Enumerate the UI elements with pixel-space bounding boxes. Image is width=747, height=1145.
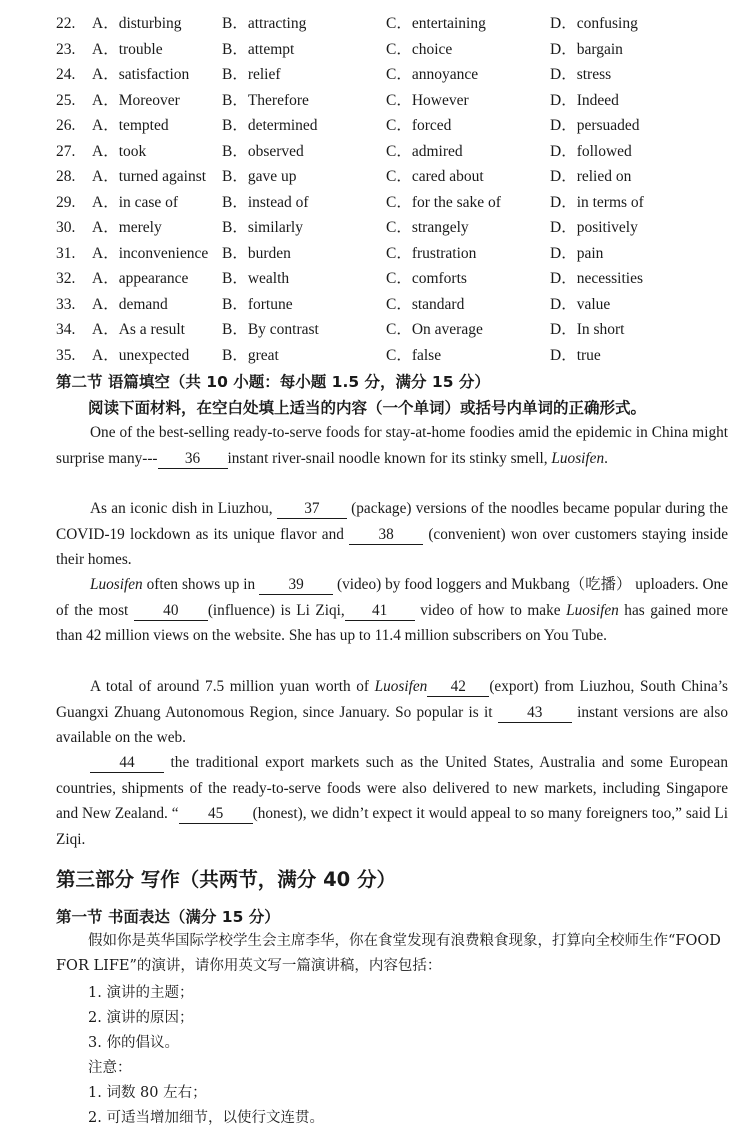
option-c[interactable]: C．for the sake of	[386, 193, 501, 211]
option-d[interactable]: D．in terms of	[550, 193, 644, 211]
writing-prompt: 假如你是英华国际学校学生会主席李华，你在食堂发现有浪费粮食现象，打算向全校师生作“FOOD FOR LIFE”的演讲，请你用英文写一篇演讲稿，内容包括：	[56, 933, 721, 974]
option-d[interactable]: D．relied on	[550, 168, 632, 185]
option-b[interactable]: B．By contrast	[222, 321, 319, 338]
blank-39[interactable]: 39	[259, 576, 333, 595]
option-d[interactable]: D．confusing	[550, 15, 638, 32]
option-b[interactable]: B．burden	[222, 244, 291, 262]
section1-title: 第一节 书面表达（满分 15 分）	[56, 908, 280, 926]
option-a[interactable]: A．merely	[92, 219, 162, 236]
option-c[interactable]: C．On average	[386, 321, 483, 338]
option-d[interactable]: D．necessities	[550, 270, 643, 287]
option-d[interactable]: D．positively	[550, 219, 638, 236]
blank-38[interactable]: 38	[349, 526, 423, 545]
question-number: 23.	[56, 40, 76, 58]
option-a[interactable]: A．unexpected	[92, 346, 190, 364]
option-b[interactable]: B．similarly	[222, 219, 303, 236]
option-c[interactable]: C．cared about	[386, 168, 484, 185]
section2-title: 第二节 语篇填空（共 10 小题：每小题 1.5 分，满分 15 分）	[56, 373, 490, 391]
option-a[interactable]: A．tempted	[92, 117, 169, 134]
question-number: 27.	[56, 142, 76, 160]
blank-44[interactable]: 44	[90, 754, 164, 773]
option-b[interactable]: B．Therefore	[222, 91, 309, 109]
option-b[interactable]: B．attempt	[222, 40, 295, 58]
option-c[interactable]: C．comforts	[386, 270, 467, 287]
question-number: 32.	[56, 270, 76, 287]
option-c[interactable]: C．entertaining	[386, 15, 486, 32]
option-c[interactable]: C．false	[386, 346, 442, 364]
option-d[interactable]: D．value	[550, 295, 611, 313]
blank-41[interactable]: 41	[345, 602, 415, 621]
option-b[interactable]: B．relief	[222, 66, 281, 83]
blank-45[interactable]: 45	[179, 805, 253, 824]
option-c[interactable]: C．strangely	[386, 219, 469, 236]
option-a[interactable]: A．trouble	[92, 40, 163, 58]
note-label: 注意：	[88, 1060, 132, 1076]
option-d[interactable]: D．In short	[550, 321, 625, 338]
question-number: 26.	[56, 117, 76, 134]
note-point-2: 2. 可适当增加细节，以使行文连贯。	[88, 1110, 324, 1126]
question-number: 25.	[56, 91, 76, 109]
question-number: 30.	[56, 219, 76, 236]
option-a[interactable]: A．demand	[92, 295, 168, 313]
option-a[interactable]: A．turned against	[92, 168, 207, 185]
blank-37[interactable]: 37	[277, 500, 347, 519]
option-b[interactable]: B．great	[222, 346, 279, 364]
option-d[interactable]: D．Indeed	[550, 91, 619, 109]
option-a[interactable]: A．satisfaction	[92, 66, 190, 83]
option-d[interactable]: D．bargain	[550, 40, 623, 58]
question-number: 35.	[56, 346, 76, 364]
passage-paragraph-1: One of the best-selling ready-to-serve foods for stay-at-home foodies amid the epidemic in China might surprise many--- 36 instant river-snail noodle known for its stinky smell, Luosifen.	[56, 424, 728, 467]
prompt-point-2: 2. 演讲的原因；	[88, 1010, 194, 1026]
note-point-1: 1. 词数 80 左右；	[88, 1085, 207, 1101]
option-a[interactable]: A．Moreover	[92, 91, 180, 109]
option-a[interactable]: A．in case of	[92, 193, 179, 211]
prompt-point-1: 1. 演讲的主题；	[88, 985, 194, 1001]
option-b[interactable]: B．fortune	[222, 295, 293, 313]
option-b[interactable]: B．determined	[222, 117, 318, 134]
option-c[interactable]: C．forced	[386, 117, 452, 134]
blank-36[interactable]: 36	[158, 450, 228, 469]
question-number: 34.	[56, 321, 76, 338]
passage-paragraph-5: 44 the traditional export markets such as the United States, Australia and some European countries, shipments of the ready-to-serve foods were also delivered to new markets, including Singapore and New Zealand. “ 45 (honest), we didn’t expect it would appeal to so many foreigners too,” said Li Ziqi.	[56, 754, 728, 848]
option-a[interactable]: A．took	[92, 142, 147, 160]
passage-paragraph-2: As an iconic dish in Liuzhou, 37 (package) versions of the noodles became popular during the COVID-19 lockdown as its unique flavor and 38 (convenient) won over customers staying inside their homes.	[56, 500, 728, 568]
option-c[interactable]: C．However	[386, 91, 469, 109]
option-d[interactable]: D．pain	[550, 244, 604, 262]
blank-43[interactable]: 43	[498, 704, 572, 723]
question-number: 28.	[56, 168, 76, 185]
option-d[interactable]: D．true	[550, 346, 601, 364]
option-c[interactable]: C．choice	[386, 40, 453, 58]
option-b[interactable]: B．observed	[222, 142, 304, 160]
option-d[interactable]: D．stress	[550, 66, 612, 83]
option-a[interactable]: A．inconvenience	[92, 244, 209, 262]
option-b[interactable]: B．instead of	[222, 193, 309, 211]
option-a[interactable]: A．As a result	[92, 321, 185, 338]
option-b[interactable]: B．attracting	[222, 15, 307, 32]
question-number: 22.	[56, 15, 76, 32]
option-a[interactable]: A．appearance	[92, 270, 189, 287]
option-c[interactable]: C．standard	[386, 295, 465, 313]
question-number: 24.	[56, 66, 76, 83]
option-c[interactable]: C．annoyance	[386, 66, 479, 83]
option-a[interactable]: A．disturbing	[92, 15, 182, 32]
blank-40[interactable]: 40	[134, 602, 208, 621]
option-c[interactable]: C．frustration	[386, 244, 477, 262]
option-b[interactable]: B．wealth	[222, 270, 290, 287]
option-d[interactable]: D．persuaded	[550, 117, 640, 134]
option-b[interactable]: B．gave up	[222, 168, 297, 185]
section2-instruction: 阅读下面材料，在空白处填上适当的内容（一个单词）或括号内单词的正确形式。	[88, 399, 647, 417]
prompt-point-3: 3. 你的倡议。	[88, 1035, 179, 1051]
blank-42[interactable]: 42	[427, 678, 489, 697]
part3-title: 第三部分 写作（共两节，满分 40 分）	[56, 868, 397, 891]
passage-paragraph-4: A total of around 7.5 million yuan worth of Luosifen 42 (export) from Liuzhou, South China’s Guangxi Zhuang Autonomous Region, since January. So popular is it 43 instant versions are also available on the web.	[56, 678, 729, 746]
question-number: 33.	[56, 295, 76, 313]
option-c[interactable]: C．admired	[386, 142, 463, 160]
question-number: 31.	[56, 244, 76, 262]
option-d[interactable]: D．followed	[550, 142, 632, 160]
question-number: 29.	[56, 193, 76, 211]
passage-paragraph-3: Luosifen often shows up in 39 (video) by food loggers and Mukbang（吃播） uploaders. One of the most 40 (influence) is Li Ziqi, 41 video of how to make Luosifen has gained more than 42 million views on the website. She has up to 11.4 million subscribers on You Tube.	[56, 576, 728, 644]
